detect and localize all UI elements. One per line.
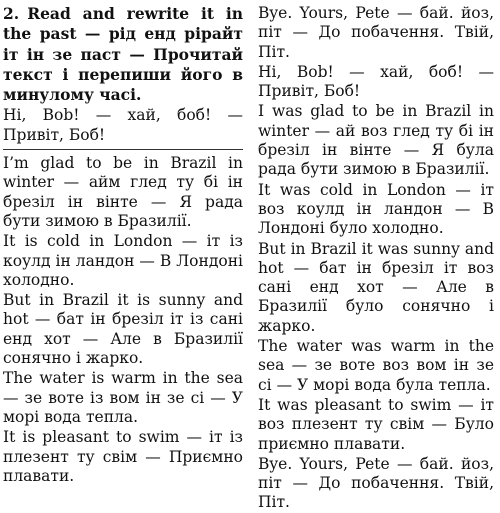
past-sentence: I was glad to be in Brazil in winter — ай воз глед ту бі ін брезіл ін вінте — Я була рада бути зимою в Бразилії. [258, 102, 494, 179]
right-column [258, 4, 494, 513]
present-sentence: It is cold in London — іт із коулд ін ландон — В Лондоні холодно. [3, 232, 243, 289]
past-sentence: But in Brazil it was sunny and hot — бат ін брезіл іт воз сані енд хот — Але в Бразилії було сонячно і жарко. [258, 239, 494, 335]
exercise-header [3, 4, 243, 105]
greeting-line: Hi, Bob! — хай, боб! — Привіт, Боб! [3, 106, 243, 144]
past-sentence: The water was warm in the sea — зе воте воз вом ін зе сі — У морі вода була тепла. [258, 337, 494, 394]
present-sentence: But in Brazil it is sunny and hot — бат ін брезіл іт із сані енд хот — Але в Бразилії сонячно і жарко. [3, 291, 243, 368]
greeting-line-right: Hi, Bob! — хай, боб! — Привіт, Боб! [258, 62, 494, 101]
left-column [3, 4, 243, 486]
closing-line-top: Bye. Yours, Pete — бай. йоз, піт — До побачення. Твій, Піт. [258, 4, 494, 61]
exercise-instruction: Read and rewrite it in the past — рід енд рірайт іт ін зе паст — Прочитай текст і перепиши його в минулому часі. [3, 4, 243, 105]
exercise-number: 2. [3, 4, 20, 23]
present-sentence: I’m glad to be in Brazil in winter — айм глед ту бі ін брезіл ін вінте — Я рада бути зимою в Бразилії. [3, 154, 243, 230]
past-sentence: It was cold in London — іт воз коулд ін ландон — В Лондоні було холодно. [258, 180, 494, 238]
section-divider [3, 149, 243, 150]
present-sentence: The water is warm in the sea — зе воте із вом ін зе сі — У морі вода тепла. [3, 369, 243, 426]
present-sentence: It is pleasant to swim — іт із плезент ту свім — Приємно плавати. [3, 428, 243, 485]
past-sentence: It was pleasant to swim — іт воз плезент ту свім — Було приємно плавати. [258, 395, 494, 453]
closing-line-bottom: Bye. Yours, Pete — бай. йоз, піт — До побачення. Твій, Піт. [258, 454, 494, 512]
